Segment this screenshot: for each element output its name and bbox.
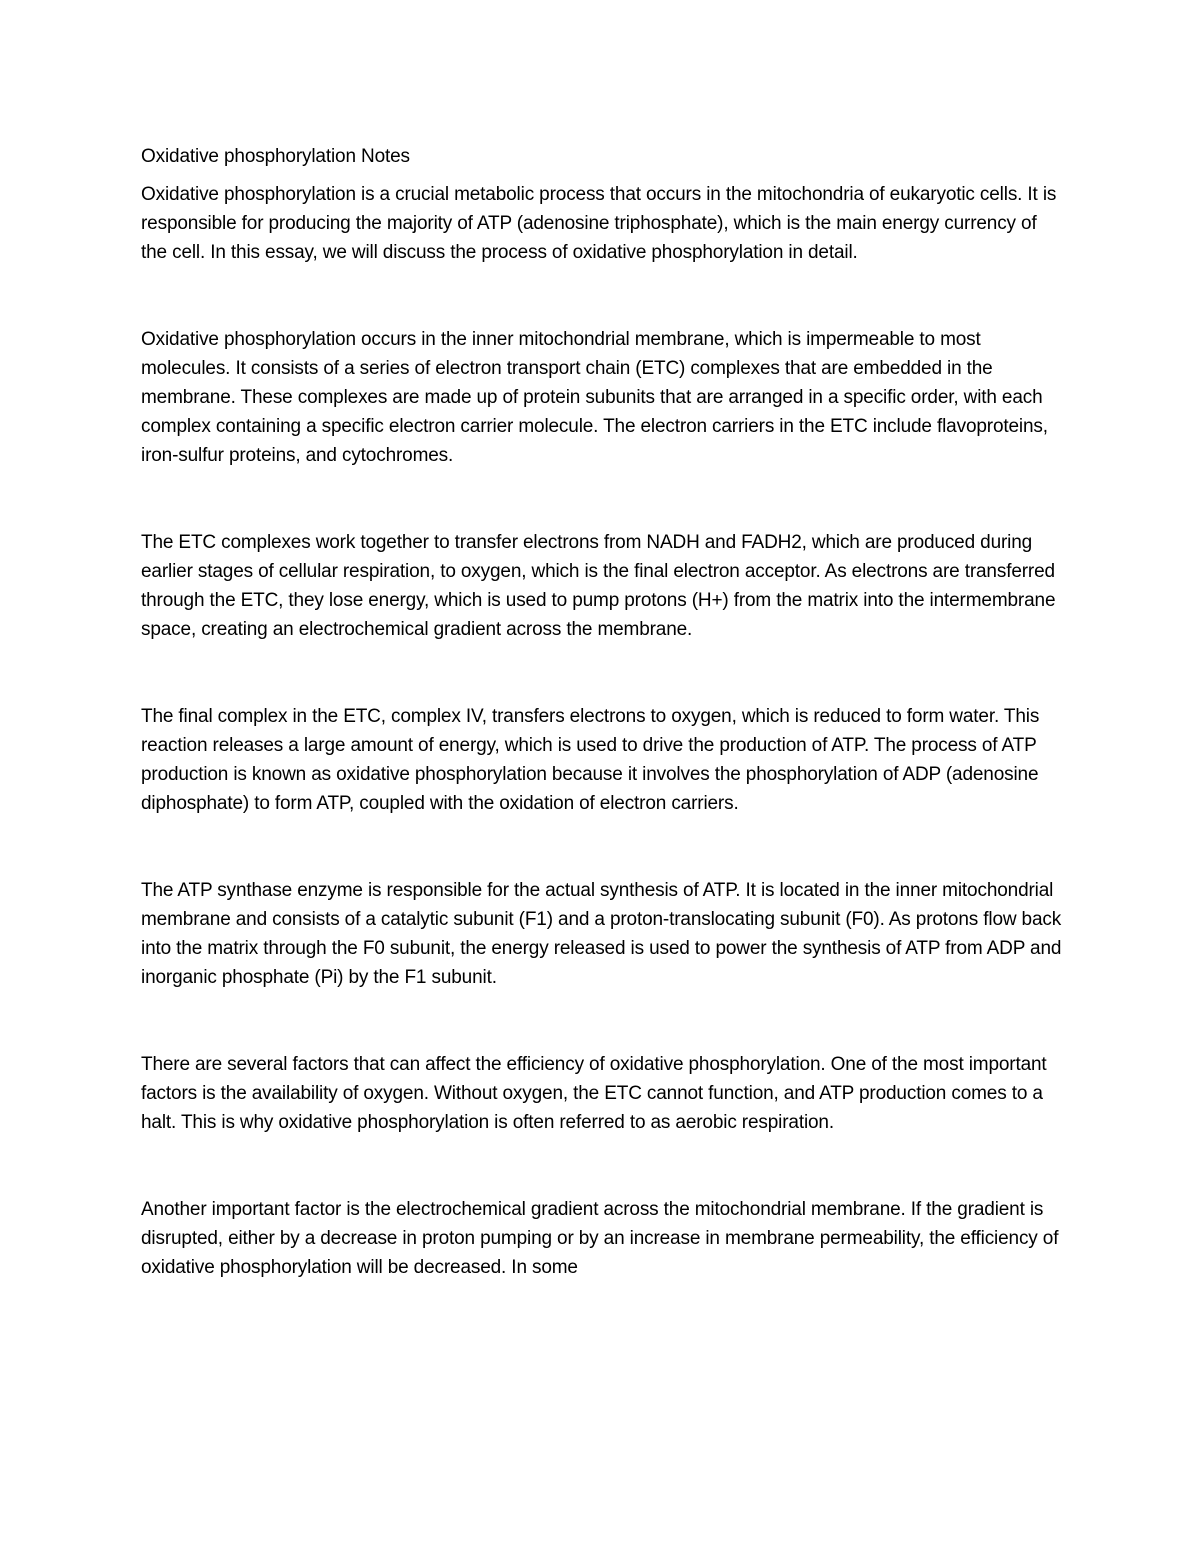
paragraph-complex-iv: The final complex in the ETC, complex IV, transfers electrons to oxygen, which is reduced to form water. This reaction releases a large amount of energy, which is used to drive the production of ATP. The process of ATP production is known as oxidative phosphorylation because it involves the phosphorylation of ADP (adenosine diphosphate) to form ATP, coupled with the oxidation of electron carriers. [141,706,1040,814]
document-body [141,142,1066,1282]
paragraph-efficiency-factors: There are several factors that can affect the efficiency of oxidative phosphorylation. One of the most important factors is the availability of oxygen. Without oxygen, the ETC cannot function, and ATP production comes to a halt. This is why oxidative phosphorylation is often referred to as aerobic respiration. [141,1054,1047,1133]
paragraph-etc-location: Oxidative phosphorylation occurs in the inner mitochondrial membrane, which is impermeable to most molecules. It consists of a series of electron transport chain (ETC) complexes that are embedded in the membrane. These complexes are made up of protein subunits that are arranged in a specific order, with each complex containing a specific electron carrier molecule. The electron carriers in the ETC include flavoproteins, iron-sulfur proteins, and cytochromes. [141,329,1048,466]
paragraph-electrochemical-gradient: Another important factor is the electrochemical gradient across the mitochondrial membrane. If the gradient is disrupted, either by a decrease in proton pumping or by an increase in membrane permeability, the efficiency of oxidative phosphorylation will be decreased. In some [141,1199,1059,1278]
paragraph-atp-synthase: The ATP synthase enzyme is responsible for the actual synthesis of ATP. It is located in the inner mitochondrial membrane and consists of a catalytic subunit (F1) and a proton-translocating subunit (F0). As protons flow back into the matrix through the F0 subunit, the energy released is used to power the synthesis of ATP from ADP and inorganic phosphate (Pi) by the F1 subunit. [141,880,1062,988]
paragraph-electron-transfer: The ETC complexes work together to transfer electrons from NADH and FADH2, which are produced during earlier stages of cellular respiration, to oxygen, which is the final electron acceptor. As electrons are transferred through the ETC, they lose energy, which is used to pump protons (H+) from the matrix into the intermembrane space, creating an electrochemical gradient across the membrane. [141,532,1056,640]
document-title: Oxidative phosphorylation Notes [141,146,410,167]
paragraph-intro: Oxidative phosphorylation is a crucial metabolic process that occurs in the mitochondria of eukaryotic cells. It is responsible for producing the majority of ATP (adenosine triphosphate), which is the main energy currency of the cell. In this essay, we will discuss the process of oxidative phosphorylation in detail. [141,184,1057,263]
